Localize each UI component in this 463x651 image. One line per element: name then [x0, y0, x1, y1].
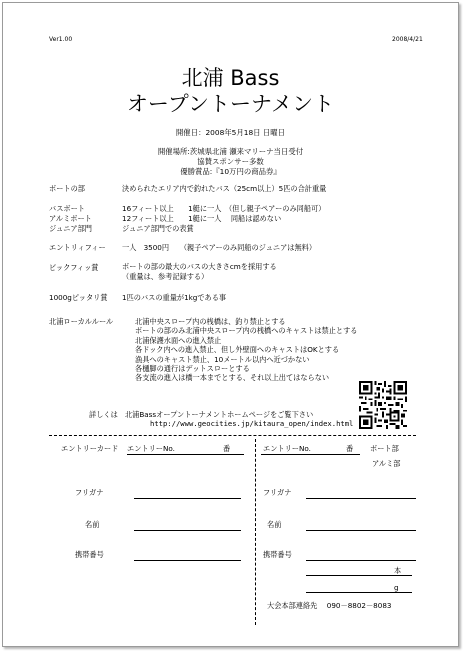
rule-label-boat: ボートの部	[49, 184, 85, 193]
event-date: 開催日：2008年5月18日 日曜日	[175, 128, 286, 137]
entry-card-label: エントリーカード	[61, 444, 119, 453]
rule-text-entry-fee: 一人 3500円 （親子ペアーのみ同船のジュニアは無料）	[122, 243, 317, 252]
entry-no-label-left: エントリーNo.	[127, 444, 175, 453]
rule-label-1000g: 1000gピッタリ賞	[49, 293, 108, 302]
furigana-label-left: フリガナ	[75, 488, 104, 497]
local-rule-item: 北浦中央スロープ内の桟橋は、釣り禁止とする	[135, 317, 286, 326]
rule-label-aluminum: アルミボート	[49, 214, 92, 223]
name-label-right: 名前	[267, 520, 282, 529]
event-prize: 優勝賞品:『10万円の商品券』	[180, 167, 281, 176]
rule-text-big-fish-1: ボートの部の最大のバスの大きさcmを採用する	[122, 262, 277, 271]
rule-label-junior: ジュニア部門	[49, 224, 92, 233]
furigana-field-left[interactable]	[134, 498, 241, 499]
furigana-field-right[interactable]	[306, 498, 416, 499]
name-field-right[interactable]	[306, 530, 416, 531]
event-sponsor: 協賛スポンサー多数	[197, 157, 264, 166]
document-date: 2008/4/21	[392, 36, 423, 43]
entry-no-label-right: エントリーNo.	[263, 444, 311, 453]
aluminum-division-label: アルミ部	[372, 459, 401, 468]
phone-label-left: 携帯番号	[75, 550, 104, 559]
local-rule-item: ボートの部のみ北浦中央スロープ内の桟橋へのキャストは禁止とする	[135, 326, 358, 336]
flyer-page	[2, 2, 459, 647]
boat-division-label: ボート部	[370, 444, 399, 453]
local-rule-item: 各ドック内への進入禁止、但し外壁面へのキャストはOKとする	[135, 345, 340, 355]
rule-label-local: 北浦ローカルルール	[49, 317, 114, 326]
ban-label-left: 番	[223, 444, 231, 453]
entry-no-line-left	[127, 454, 244, 455]
rule-label-big-fish: ビックフィッ賞	[49, 263, 99, 272]
contact-info: 大会本部連絡先 090－8802－8083	[267, 601, 392, 610]
form-divider	[255, 439, 256, 625]
name-field-left[interactable]	[134, 530, 241, 531]
cut-line	[49, 435, 416, 436]
page-title: 北浦 Bass	[181, 66, 280, 90]
version-label: Ver1.00	[49, 36, 73, 43]
rule-text-junior: ジュニア部門での表賞	[122, 224, 194, 233]
rule-label-entry-fee: エントリィフィー	[49, 243, 106, 252]
count-field[interactable]	[306, 575, 412, 576]
page-subtitle: オープントーナメント	[126, 92, 335, 116]
local-rule-item: 漁具へのキャスト禁止、10メートル以内へ近づかない	[135, 354, 310, 364]
event-venue: 開催場所:茨城県北浦 瀬来マリーナ当日受付	[157, 147, 304, 156]
ban-label-right: 番	[346, 444, 354, 453]
details-url[interactable]: http://www.geocities.jp/kitaura_open/index.html	[150, 419, 354, 428]
weight-field[interactable]	[306, 592, 412, 593]
count-unit-label: 本	[394, 566, 402, 575]
rule-text-aluminum: 12フィート以上 1艇に一人 同船は認めない	[122, 214, 282, 223]
entry-no-line-right	[261, 454, 360, 455]
rule-text-big-fish-2: （重量は、参考記録する）	[122, 272, 209, 281]
local-rules-list	[135, 317, 357, 383]
details-text: 詳しくは 北浦Bassオープントーナメントホームページをご覧下さい	[89, 410, 314, 419]
local-rule-item: 北浦保護水面への進入禁止	[135, 335, 222, 345]
rule-text-boat: 決められたエリア内で釣れたバス（25cm以上）5匹の合計重量	[122, 184, 327, 193]
qr-code	[359, 381, 407, 429]
rule-text-bassboat: 16フィート以上 1艇に一人 （但し親子ペアーのみ同船可）	[122, 204, 326, 213]
weight-unit-label: g	[394, 583, 399, 592]
rule-label-bassboat: バスボート	[49, 204, 85, 213]
rule-text-1000g: 1匹のバスの重量が1kgである事	[122, 293, 227, 302]
name-label-left: 名前	[85, 520, 100, 529]
phone-field-right[interactable]	[306, 560, 416, 561]
local-rule-item: 各支流の進入は橋一本までとする、それ以上出てはならない	[135, 373, 330, 383]
furigana-label-right: フリガナ	[263, 488, 292, 497]
phone-label-right: 携帯番号	[263, 550, 292, 559]
local-rule-item: 各樋脚の通行はデットスローとする	[135, 363, 250, 373]
phone-field-left[interactable]	[134, 560, 241, 561]
